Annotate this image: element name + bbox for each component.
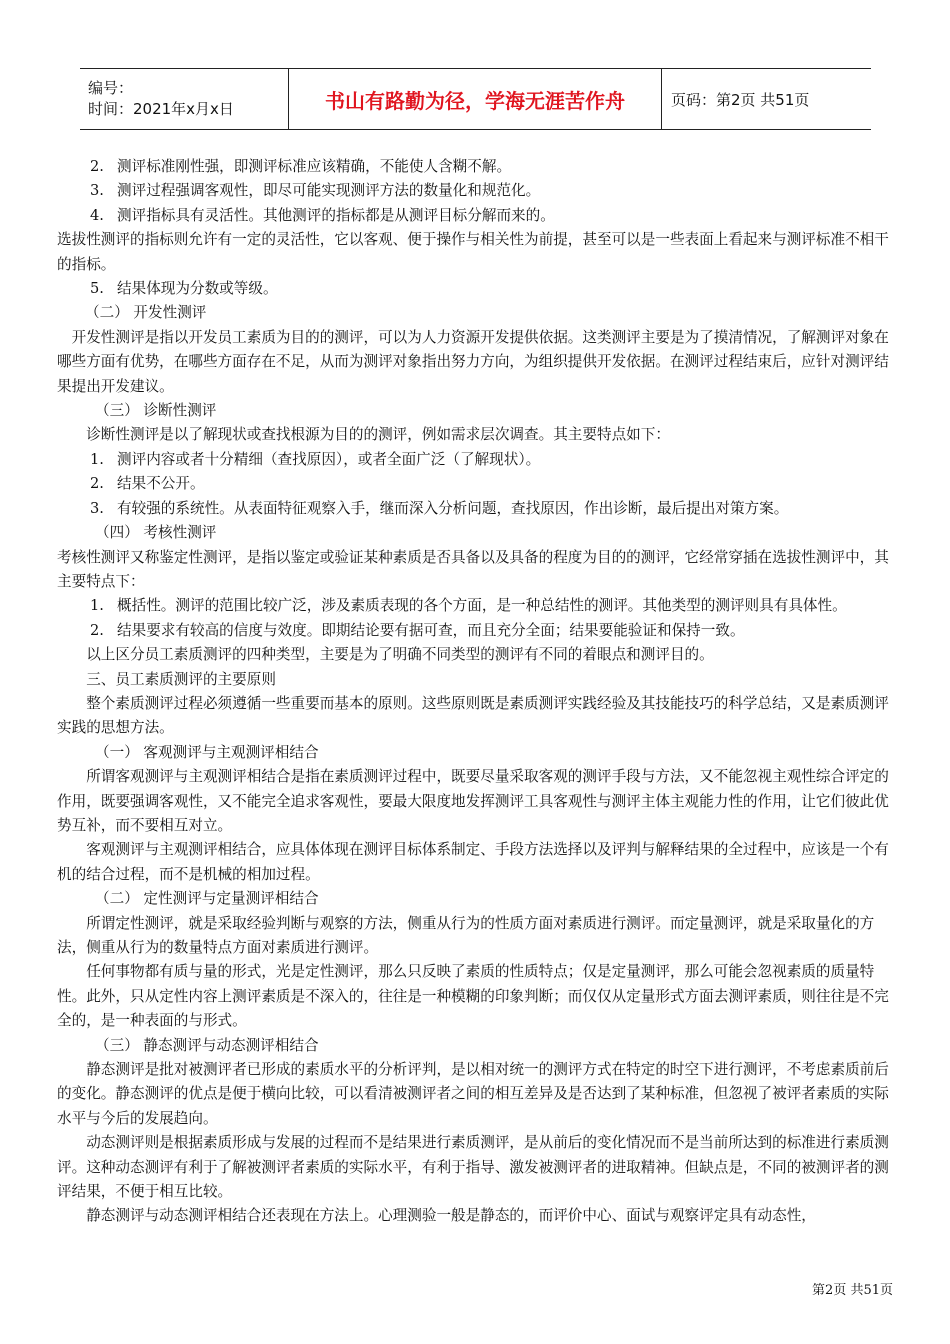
header-meta [80,69,289,129]
section-heading: （四） 考核性测评 [95,524,217,542]
list-item [57,204,893,228]
list-text: 测评内容或者十分精细（查找原因），或者全面广泛（了解现状）。 [117,450,541,468]
paragraph: 所谓客观测评与主观测评相结合是指在素质测评过程中，既要尽量采取客观的测评手段与方法，又不能忽视主观性综合评定的作用，既要强调客观性，又不能完全追求客观性，要最大限度地发挥测评工具客观性与测评主体主观能力性的作用，让它们彼此优势互补，而不要相互对立。 [57,768,889,834]
document-body [57,155,893,1229]
list-number: 2. [90,158,104,175]
section-heading: （二） 开发性测评 [85,304,207,322]
paragraph: 选拔性测评的指标则允许有一定的灵活性，它以客观、便于操作与相关性为前提，甚至可以是一些表面上看起来与测评标准不相干的指标。 [57,231,889,273]
section-heading: （一） 客观测评与主观测评相结合 [95,743,319,761]
list-number: 5. [90,280,104,298]
list-text: 结果不公开。 [117,475,205,493]
list-item [57,594,893,618]
paragraph: 诊断性测评是以了解现状或查找根源为目的的测评，例如需求层次调查。其主要特点如下： [86,426,670,444]
list-text: 有较强的系统性。从表面特征观察入手，继而深入分析问题，查找原因，作出诊断，最后提出对策方案。 [117,499,789,517]
list-item [57,155,893,179]
paragraph: 三、员工素质测评的主要原则 [86,670,276,688]
paragraph: 客观测评与主观测评相结合，应具体体现在测评目标体系制定、手段方法选择以及评判与解释结果的全过程中，应该是一个有机的结合过程，而不是机械的相加过程。 [57,841,889,883]
header-page-info: 页码：第2页 共51页 [671,90,810,109]
paragraph: 考核性测评又称鉴定性测评，是指以鉴定或验证某种素质是否具备以及具备的程度为目的的测评，它经常穿插在选拔性测评中，其主要特点下： [57,548,889,590]
list-text: 测评标准刚性强，即测评标准应该精确，不能使人含糊不解。 [117,158,512,175]
list-item [57,448,893,472]
list-number: 2. [90,621,104,639]
list-text: 结果体现为分数或等级。 [117,280,278,298]
header-motto: 书山有路勤为径，学海无涯苦作舟 [289,69,662,129]
list-text: 概括性。测评的范围比较广泛，涉及素质表现的各个方面，是一种总结性的测评。其他类型的测评则具有具体性。 [117,597,847,615]
paragraph: 动态测评则是根据素质形成与发展的过程而不是结果进行素质测评，是从前后的变化情况而不是当前所达到的标准进行素质测评。这种动态测评有利于了解被测评者素质的实际水平，有利于指导、激发被测评者的进取精神。但缺点是，不同的被测评者的测评结果，不便于相互比较。 [57,1134,889,1201]
list-number: 4. [90,206,104,224]
list-item [57,619,893,643]
list-item [57,179,893,203]
list-number: 3. [90,182,104,200]
list-number: 3. [90,499,104,517]
document-number-label: 编号： [88,79,134,97]
list-text: 测评指标具有灵活性。其他测评的指标都是从测评目标分解而来的。 [117,206,555,224]
list-number: 2. [90,475,104,493]
paragraph: 静态测评是批对被测评者已形成的素质水平的分析评判，是以相对统一的测评方式在特定的时空下进行测评，不考虑素质前后的变化。静态测评的优点是便于横向比较，可以看清被测评者之间的相互差异及是否达到了某种标准，但忽视了被评者素质的实际水平与今后的发展趋向。 [57,1061,889,1127]
list-number: 1. [90,450,104,468]
paragraph: 静态测评与动态测评相结合还表现在方法上。心理测验一般是静态的，而评价中心、面试与观察评定具有动态性， [86,1207,816,1225]
list-number: 1. [90,597,104,615]
paragraph: 所谓定性测评，就是采取经验判断与观察的方法，侧重从行为的性质方面对素质进行测评。而定量测评，就是采取量化的方法，侧重从行为的数量特点方面对素质进行测评。 [57,914,875,956]
list-item [57,472,893,496]
paragraph: 以上区分员工素质测评的四种类型，主要是为了明确不同类型的测评有不同的着眼点和测评目的。 [86,646,714,664]
list-item [57,497,893,521]
paragraph: 整个素质测评过程必须遵循一些重要而基本的原则。这些原则既是素质测评实践经验及其技能技巧的科学总结，又是素质测评实践的思想方法。 [57,694,889,737]
page-header [80,68,871,130]
document-date: 时间：2021年x月x日 [88,100,234,118]
list-text: 结果要求有较高的信度与效度。即期结论要有据可查，而且充分全面；结果要能验证和保持一致。 [117,621,745,639]
paragraph: 开发性测评是指以开发员工素质为目的的测评，可以为人力资源开发提供依据。这类测评主要是为了摸清情况，了解测评对象在哪些方面有优势，在哪些方面存在不足，从而为测评对象指出努力方向，为组织提供开发依据。在测评过程结束后，应针对测评结果提出开发建议。 [57,328,889,395]
list-item [57,277,893,301]
section-heading: （三） 诊断性测评 [95,402,217,420]
section-heading: （三） 静态测评与动态测评相结合 [95,1036,319,1054]
section-heading: （二） 定性测评与定量测评相结合 [95,890,319,908]
list-text: 测评过程强调客观性，即尽可能实现测评方法的数量化和规范化。 [117,182,541,200]
paragraph: 任何事物都有质与量的形式，光是定性测评，那么只反映了素质的性质特点；仅是定量测评，那么可能会忽视素质的质量特性。此外，只从定性内容上测评素质是不深入的，往往是一种模糊的印象判断；而仅仅从定量形式方面去测评素质，则往往是不完全的，是一种表面的与形式。 [57,963,889,1030]
page-footer: 第2页 共51页 [812,1283,893,1298]
